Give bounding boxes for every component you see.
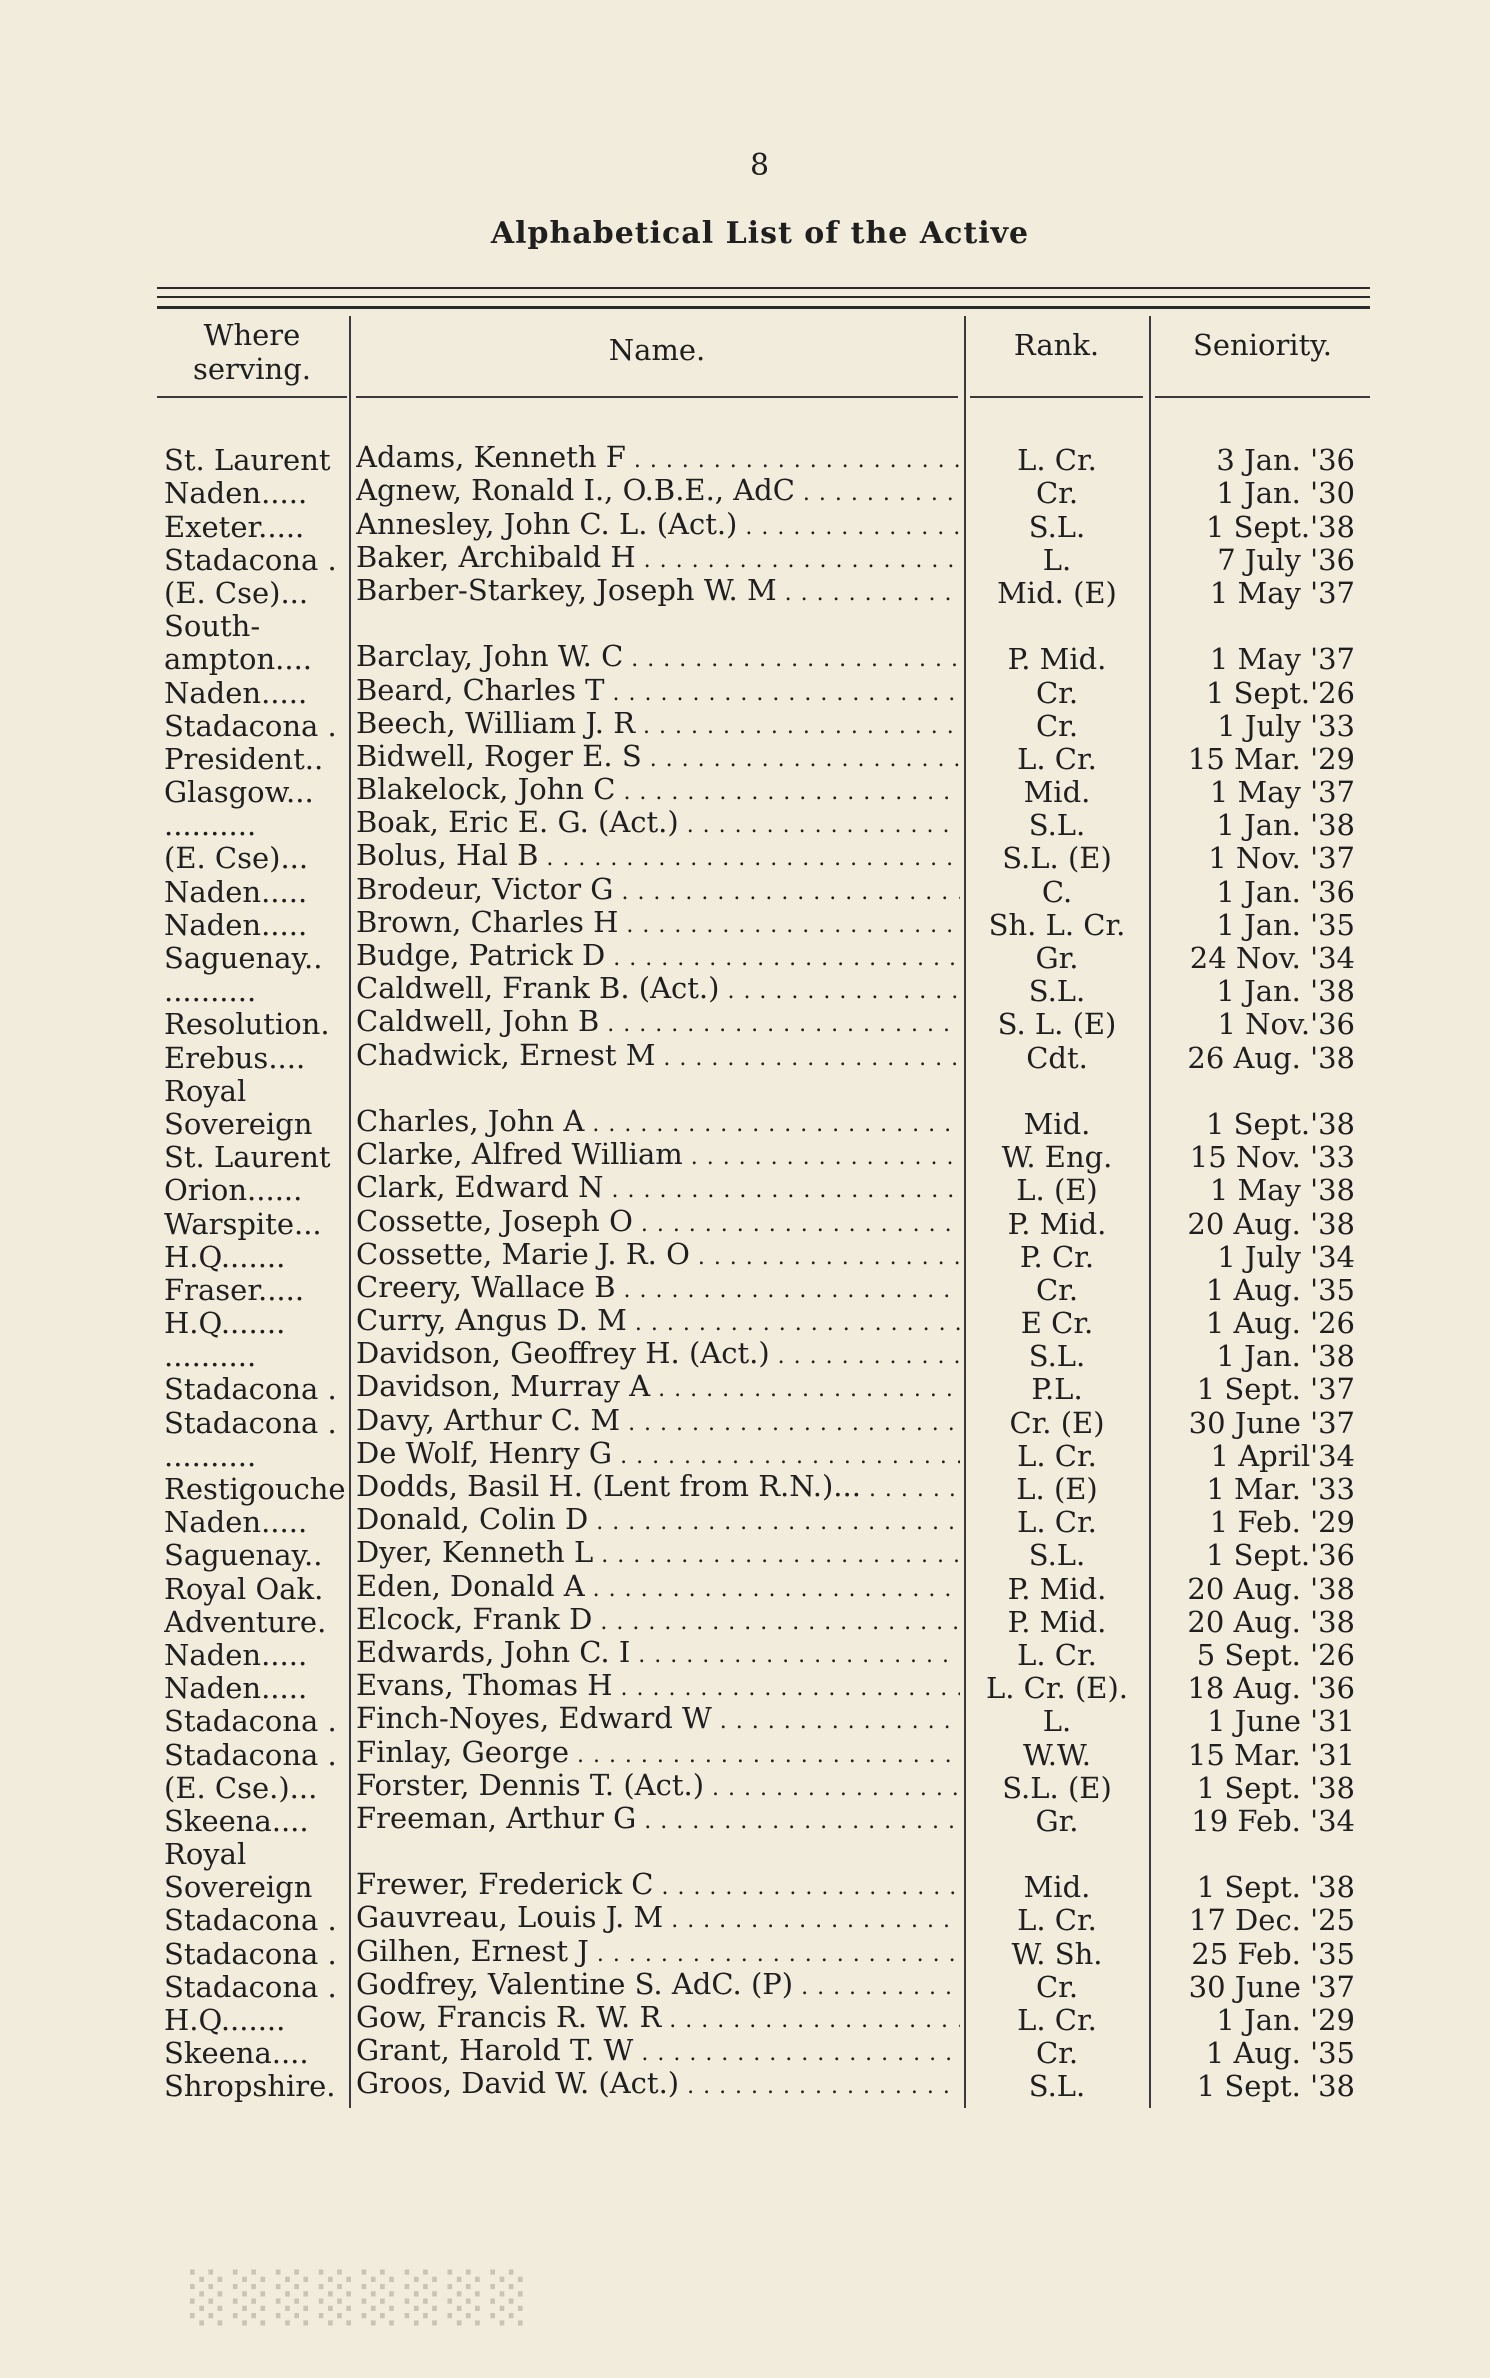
name-cell [356, 1039, 960, 1075]
name-cell [356, 1901, 960, 1937]
where-serving-cell: H.Q....... [164, 2004, 286, 2038]
rank-cell: S.L. (E) [1002, 841, 1112, 876]
rank-cell: L. (E) [1016, 1173, 1098, 1208]
name-cell [356, 2067, 960, 2103]
where-serving-cell: Naden..... [164, 1672, 308, 1706]
officer-name: Finlay, George . . . [356, 1736, 960, 1769]
where-serving-cell: Erebus.... [164, 1041, 306, 1075]
rank-cell: L. Cr. [1017, 741, 1097, 776]
header-underline [356, 396, 958, 398]
rank-cell: L. [1042, 542, 1072, 577]
seniority-cell: 1 Aug. '26 [1205, 1306, 1355, 1341]
officer-name: Freeman, Arthur G . . . [356, 1802, 960, 1835]
name-cell [356, 906, 960, 942]
name-cell [356, 2034, 960, 2070]
seniority-cell: 15 Mar. '31 [1187, 1737, 1355, 1772]
rank-cell: Mid. [1023, 1870, 1091, 1905]
officer-name: Brown, Charles H . . . [356, 906, 960, 939]
where-serving-cell: .......... [164, 975, 257, 1009]
rank-cell: Cdt. [1026, 1040, 1088, 1075]
officer-name: Caldwell, Frank B. (Act.) . . . [356, 972, 960, 1005]
name-cell [356, 1802, 960, 1838]
top-rule [157, 287, 1370, 289]
table-row [0, 1270, 1490, 1307]
seniority-cell: 1 Sept. '38 [1196, 1770, 1355, 1805]
name-cell [356, 1138, 960, 1174]
name-cell [356, 1105, 960, 1141]
seniority-cell: 1 Sept. '38 [1196, 2069, 1355, 2104]
seniority-cell: 1 Sept.'38 [1205, 1106, 1355, 1141]
table-row [0, 573, 1490, 610]
name-cell [356, 1736, 960, 1772]
seniority-cell: 19 Feb. '34 [1191, 1803, 1355, 1838]
seniority-cell: 17 Dec. '25 [1188, 1903, 1355, 1938]
name-cell [356, 1005, 960, 1041]
seniority-cell: 1 May '37 [1209, 775, 1355, 810]
seniority-cell: 15 Nov. '33 [1189, 1140, 1355, 1175]
where-serving-cell: Exeter..... [164, 510, 305, 544]
name-cell [356, 1669, 960, 1705]
faded-stamp: ░░░░░░░░ [190, 2270, 534, 2326]
table-row [0, 1768, 1490, 1805]
seniority-cell: 1 Aug. '35 [1205, 2036, 1355, 2071]
table-row [0, 1735, 1490, 1772]
officer-name: Budge, Patrick D . . . [356, 939, 960, 972]
seniority-cell: 20 Aug. '38 [1187, 1604, 1355, 1639]
seniority-cell: 1 June '31 [1207, 1704, 1355, 1739]
where-serving-cell: Naden..... [164, 477, 308, 511]
table-row [0, 1171, 1490, 1208]
officer-name: Godfrey, Valentine S. AdC. (P) . . . [356, 1968, 960, 2001]
table-row [0, 1934, 1490, 1971]
table-row [0, 507, 1490, 544]
where-serving-cell: Resolution. [164, 1008, 330, 1042]
seniority-cell: 30 June '37 [1188, 1405, 1355, 1440]
name-cell [356, 1769, 960, 1805]
top-rule [157, 296, 1370, 298]
where-serving-cell: Stadacona . [164, 1738, 337, 1772]
table-row [0, 972, 1490, 1009]
where-serving-cell: Naden..... [164, 1506, 308, 1540]
name-cell [356, 1503, 960, 1539]
table-row [0, 1470, 1490, 1507]
column-header-name: Name. [608, 333, 706, 367]
where-serving-cell: St. Laurent [164, 1141, 331, 1175]
table-row [0, 1536, 1490, 1573]
rank-cell: P. Mid. [1007, 1571, 1107, 1606]
page-number: 8 [749, 148, 771, 183]
where-serving-cell: .......... [164, 809, 257, 843]
name-cell [356, 1536, 960, 1572]
name-cell [356, 674, 960, 710]
officer-name: Dodds, Basil H. (Lent from R.N.)... . . . [356, 1470, 960, 1503]
name-cell [356, 873, 960, 909]
officer-name: Beech, William J. R . . . [356, 707, 960, 740]
seniority-cell: 1 Sept.'36 [1205, 1538, 1355, 1573]
header-underline [1155, 396, 1370, 398]
seniority-cell: 1 May '38 [1209, 1173, 1355, 1208]
rank-cell: Cr. (E) [1009, 1405, 1105, 1440]
officer-name: Dyer, Kenneth L . . . [356, 1536, 960, 1569]
seniority-cell: 1 July '34 [1217, 1239, 1355, 1274]
name-cell [356, 740, 960, 776]
table-row [0, 1503, 1490, 1540]
table-row [0, 1602, 1490, 1639]
officer-name: Agnew, Ronald I., O.B.E., AdC . . . [356, 474, 960, 507]
where-serving-cell: Royal Sovereign [164, 1838, 313, 1905]
rank-cell: Cr. [1035, 675, 1079, 710]
rank-cell: L. Cr. [1017, 1637, 1097, 1672]
where-serving-cell: Fraser..... [164, 1273, 305, 1307]
table-row [0, 2001, 1490, 2038]
seniority-cell: 1 April'34 [1210, 1438, 1355, 1473]
where-serving-cell: Orion...... [164, 1174, 303, 1208]
where-serving-cell: Saguenay.. [164, 942, 323, 976]
officer-name: Edwards, John C. I . . . [356, 1636, 960, 1669]
name-cell [356, 806, 960, 842]
table-row [0, 474, 1490, 511]
table-row [0, 939, 1490, 976]
officer-name: Adams, Kenneth F . . . [356, 441, 960, 474]
where-serving-cell: H.Q....... [164, 1307, 286, 1341]
name-cell [356, 1570, 960, 1606]
table-row [0, 1403, 1490, 1440]
rank-cell: P.L. [1031, 1372, 1083, 1407]
where-serving-cell: Naden..... [164, 1638, 308, 1672]
rank-cell: Sh. L. Cr. [988, 907, 1126, 942]
where-serving-cell: .......... [164, 1340, 257, 1374]
rank-cell: L. Cr. [1017, 1438, 1097, 1473]
officer-name: Clark, Edward N . . . [356, 1171, 960, 1204]
name-cell [356, 1935, 960, 1971]
seniority-cell: 24 Nov. '34 [1189, 941, 1355, 976]
name-cell [356, 1968, 960, 2004]
top-rule [157, 306, 1370, 309]
seniority-cell: 1 Jan. '38 [1216, 808, 1355, 843]
table-row [0, 806, 1490, 843]
where-serving-cell: Stadacona . [164, 1373, 337, 1407]
officer-name: Bidwell, Roger E. S . . . [356, 740, 960, 773]
rank-cell: Gr. [1035, 1803, 1079, 1838]
table-row [0, 905, 1490, 942]
name-cell [356, 1437, 960, 1473]
officer-name: Gilhen, Ernest J . . . [356, 1935, 960, 1968]
name-cell [356, 939, 960, 975]
rank-cell: P. Mid. [1007, 1604, 1107, 1639]
officer-name: Blakelock, John C . . . [356, 773, 960, 806]
officer-name: Donald, Colin D . . . [356, 1503, 960, 1536]
where-serving-cell: Stadacona . [164, 1970, 337, 2004]
officer-name: Finch-Noyes, Edward W . . . [356, 1702, 960, 1735]
rank-cell: L. [1042, 1704, 1072, 1739]
where-serving-cell: President.. [164, 742, 324, 776]
rank-cell: Cr. [1035, 708, 1079, 743]
name-cell [356, 1238, 960, 1274]
table-row [0, 1038, 1490, 1075]
where-serving-cell: Adventure. [164, 1605, 327, 1639]
table-row [0, 2034, 1490, 2071]
rank-cell: L. Cr. [1017, 1505, 1097, 1540]
table-row [0, 1436, 1490, 1473]
rank-cell: Cr. [1035, 1272, 1079, 1307]
table-row [0, 441, 1490, 478]
rank-cell: S.L. [1028, 1339, 1086, 1374]
header-underline [970, 396, 1143, 398]
seniority-cell: 1 Sept.'38 [1205, 509, 1355, 544]
seniority-cell: 3 Jan. '36 [1216, 443, 1355, 478]
table-row [0, 773, 1490, 810]
rank-cell: Gr. [1035, 941, 1079, 976]
where-serving-cell: Glasgow... [164, 776, 314, 810]
where-serving-cell: Naden..... [164, 908, 308, 942]
seniority-cell: 30 June '37 [1188, 1969, 1355, 2004]
officer-name: Barclay, John W. C . . . [356, 640, 960, 673]
rank-cell: Mid. (E) [997, 575, 1117, 610]
where-serving-cell: Stadacona . [164, 543, 337, 577]
name-cell [356, 1205, 960, 1241]
where-serving-cell: Shropshire. [164, 2070, 336, 2104]
seniority-cell: 1 Jan. '38 [1216, 974, 1355, 1009]
name-cell [356, 1171, 960, 1207]
where-serving-cell: Naden..... [164, 676, 308, 710]
name-cell [356, 1370, 960, 1406]
rank-cell: P. Mid. [1007, 642, 1107, 677]
name-cell [356, 1271, 960, 1307]
rank-cell: L. Cr. [1017, 1903, 1097, 1938]
seniority-cell: 7 July '36 [1217, 542, 1355, 577]
officer-name: Grant, Harold T. W . . . [356, 2034, 960, 2067]
rank-cell: Cr. [1035, 1969, 1079, 2004]
seniority-cell: 1 Sept. '37 [1196, 1372, 1355, 1407]
officer-name: Chadwick, Ernest M . . . [356, 1039, 960, 1072]
seniority-cell: 20 Aug. '38 [1187, 1206, 1355, 1241]
where-serving-cell: (E. Cse.)... [164, 1771, 318, 1805]
name-cell [356, 972, 960, 1008]
name-cell [356, 441, 960, 477]
seniority-cell: 1 Sept. '38 [1196, 1870, 1355, 1905]
rank-cell: E Cr. [1020, 1306, 1094, 1341]
officer-name: Charles, John A . . . [356, 1105, 960, 1138]
officer-name: Gauvreau, Louis J. M . . . [356, 1901, 960, 1934]
where-serving-cell: (E. Cse)... [164, 842, 309, 876]
table-row [0, 2067, 1490, 2104]
officer-name: Brodeur, Victor G . . . [356, 873, 960, 906]
officer-name: Davidson, Murray A . . . [356, 1370, 960, 1403]
column-header-seniority: Seniority. [1193, 328, 1332, 362]
name-cell [356, 1337, 960, 1373]
officer-list [0, 441, 1490, 2104]
where-serving-cell: St. Laurent [164, 444, 331, 478]
officer-name: Davidson, Geoffrey H. (Act.) . . . [356, 1337, 960, 1370]
officer-name: Groos, David W. (Act.) . . . [356, 2067, 960, 2100]
rank-cell: S.L. [1028, 2069, 1086, 2104]
rank-cell: S.L. [1028, 974, 1086, 1009]
table-row [0, 1838, 1490, 1904]
seniority-cell: 1 Jan. '35 [1216, 907, 1355, 942]
name-cell [356, 541, 960, 577]
page-title: Alphabetical List of the Active [490, 216, 1030, 251]
name-cell [356, 508, 960, 544]
officer-name: Boak, Eric E. G. (Act.) . . . [356, 806, 960, 839]
where-serving-cell: Stadacona . [164, 1705, 337, 1739]
officer-name: Cossette, Marie J. R. O . . . [356, 1238, 960, 1271]
rank-cell: S. L. (E) [997, 1007, 1117, 1042]
seniority-cell: 1 Sept.'26 [1205, 675, 1355, 710]
rank-cell: S.L. [1028, 509, 1086, 544]
officer-name: Bolus, Hal B . . . [356, 839, 960, 872]
seniority-cell: 18 Aug. '36 [1187, 1671, 1355, 1706]
where-serving-cell: Warspite... [164, 1207, 322, 1241]
seniority-cell: 1 Feb. '29 [1209, 1505, 1355, 1540]
table-row [0, 1304, 1490, 1341]
rank-cell: L. Cr. [1017, 2003, 1097, 2038]
where-serving-cell: (E. Cse)... [164, 576, 309, 610]
table-row [0, 1138, 1490, 1175]
seniority-cell: 1 Aug. '35 [1205, 1272, 1355, 1307]
name-cell [356, 640, 960, 676]
table-row [0, 839, 1490, 876]
seniority-cell: 1 Mar. '33 [1206, 1472, 1355, 1507]
where-serving-cell: Naden..... [164, 875, 308, 909]
name-cell [356, 839, 960, 875]
table-row [0, 673, 1490, 710]
seniority-cell: 1 Jan. '38 [1216, 1339, 1355, 1374]
rank-cell: L. Cr. (E). [985, 1671, 1128, 1706]
table-row [0, 1370, 1490, 1407]
seniority-cell: 1 May '37 [1209, 642, 1355, 677]
table-row [0, 1237, 1490, 1274]
officer-name: Forster, Dennis T. (Act.) . . . [356, 1769, 960, 1802]
name-cell [356, 773, 960, 809]
name-cell [356, 1603, 960, 1639]
table-row [0, 1075, 1490, 1141]
table-row [0, 1337, 1490, 1374]
where-serving-cell: Royal Oak. [164, 1572, 324, 1606]
name-cell [356, 1404, 960, 1440]
name-cell [356, 2001, 960, 2037]
seniority-cell: 26 Aug. '38 [1187, 1040, 1355, 1075]
header-underline [157, 396, 347, 398]
name-cell [356, 707, 960, 743]
where-serving-cell: Stadacona . [164, 1406, 337, 1440]
where-serving-cell: Restigouche [164, 1473, 346, 1507]
officer-name: Gow, Francis R. W. R . . . [356, 2001, 960, 2034]
seniority-cell: 1 Jan. '30 [1216, 476, 1355, 511]
name-cell [356, 474, 960, 510]
rank-cell: S.L. (E) [1002, 1770, 1112, 1805]
officer-name: Cossette, Joseph O . . . [356, 1205, 960, 1238]
rank-cell: W. Eng. [1001, 1140, 1113, 1175]
officer-name: Clarke, Alfred William . . . [356, 1138, 960, 1171]
rank-cell: Cr. [1035, 2036, 1079, 2071]
officer-name: Frewer, Frederick C . . . [356, 1868, 960, 1901]
where-serving-cell: Stadacona . [164, 709, 337, 743]
rank-cell: P. Cr. [1019, 1239, 1095, 1274]
where-serving-cell: .......... [164, 1439, 257, 1473]
table-row [0, 739, 1490, 776]
seniority-cell: 1 Jan. '29 [1216, 2003, 1355, 2038]
officer-name: Evans, Thomas H . . . [356, 1669, 960, 1702]
where-serving-cell: South-ampton.... [164, 610, 313, 677]
table-row [0, 540, 1490, 577]
officer-name: Baker, Archibald H . . . [356, 541, 960, 574]
name-cell [356, 1304, 960, 1340]
table-row [0, 1901, 1490, 1938]
rank-cell: C. [1041, 874, 1073, 909]
seniority-cell: 1 Jan. '36 [1216, 874, 1355, 909]
table-row [0, 1005, 1490, 1042]
table-row [0, 1204, 1490, 1241]
seniority-cell: 25 Feb. '35 [1191, 1936, 1355, 1971]
rank-cell: Cr. [1035, 476, 1079, 511]
rank-cell: L. (E) [1016, 1472, 1098, 1507]
column-header-where-serving: Where serving. [192, 318, 312, 386]
rank-cell: P. Mid. [1007, 1206, 1107, 1241]
officer-name: Beard, Charles T . . . [356, 674, 960, 707]
where-serving-cell: Skeena.... [164, 2037, 309, 2071]
table-row [0, 610, 1490, 676]
table-row [0, 872, 1490, 909]
seniority-cell: 1 May '37 [1209, 575, 1355, 610]
rank-cell: W. Sh. [1011, 1936, 1103, 1971]
rank-cell: Mid. [1023, 775, 1091, 810]
rank-cell: Mid. [1023, 1106, 1091, 1141]
where-serving-cell: Stadacona . [164, 1937, 337, 1971]
table-row [0, 1801, 1490, 1838]
rank-cell: S.L. [1028, 808, 1086, 843]
officer-name: Creery, Wallace B . . . [356, 1271, 960, 1304]
seniority-cell: 15 Mar. '29 [1187, 741, 1355, 776]
name-cell [356, 1470, 960, 1506]
officer-name: Caldwell, John B . . . [356, 1005, 960, 1038]
officer-name: De Wolf, Henry G . . . [356, 1437, 960, 1470]
where-serving-cell: Skeena.... [164, 1804, 309, 1838]
table-row [0, 1967, 1490, 2004]
where-serving-cell: Royal Sovereign [164, 1074, 313, 1141]
rank-cell: S.L. [1028, 1538, 1086, 1573]
name-cell [356, 1636, 960, 1672]
where-serving-cell: Saguenay.. [164, 1539, 323, 1573]
seniority-cell: 1 July '33 [1217, 708, 1355, 743]
name-cell [356, 1868, 960, 1904]
seniority-cell: 20 Aug. '38 [1187, 1571, 1355, 1606]
officer-name: Annesley, John C. L. (Act.) . . . [356, 508, 960, 541]
officer-name: Davy, Arthur C. M . . . [356, 1404, 960, 1437]
rank-cell: L. Cr. [1017, 443, 1097, 478]
name-cell [356, 1702, 960, 1738]
officer-name: Elcock, Frank D . . . [356, 1603, 960, 1636]
rank-cell: W.W. [1023, 1737, 1091, 1772]
officer-name: Barber-Starkey, Joseph W. M . . . [356, 574, 960, 607]
seniority-cell: 5 Sept. '26 [1196, 1637, 1355, 1672]
seniority-cell: 1 Nov.'36 [1217, 1007, 1355, 1042]
officer-name: Curry, Angus D. M . . . [356, 1304, 960, 1337]
name-cell [356, 574, 960, 610]
where-serving-cell: H.Q....... [164, 1240, 286, 1274]
officer-name: Eden, Donald A . . . [356, 1570, 960, 1603]
table-row [0, 1569, 1490, 1606]
where-serving-cell: Stadacona . [164, 1904, 337, 1938]
table-row [0, 1635, 1490, 1672]
table-row [0, 1702, 1490, 1739]
column-header-rank: Rank. [1013, 328, 1100, 362]
seniority-cell: 1 Nov. '37 [1208, 841, 1355, 876]
table-row [0, 1669, 1490, 1706]
table-row [0, 706, 1490, 743]
